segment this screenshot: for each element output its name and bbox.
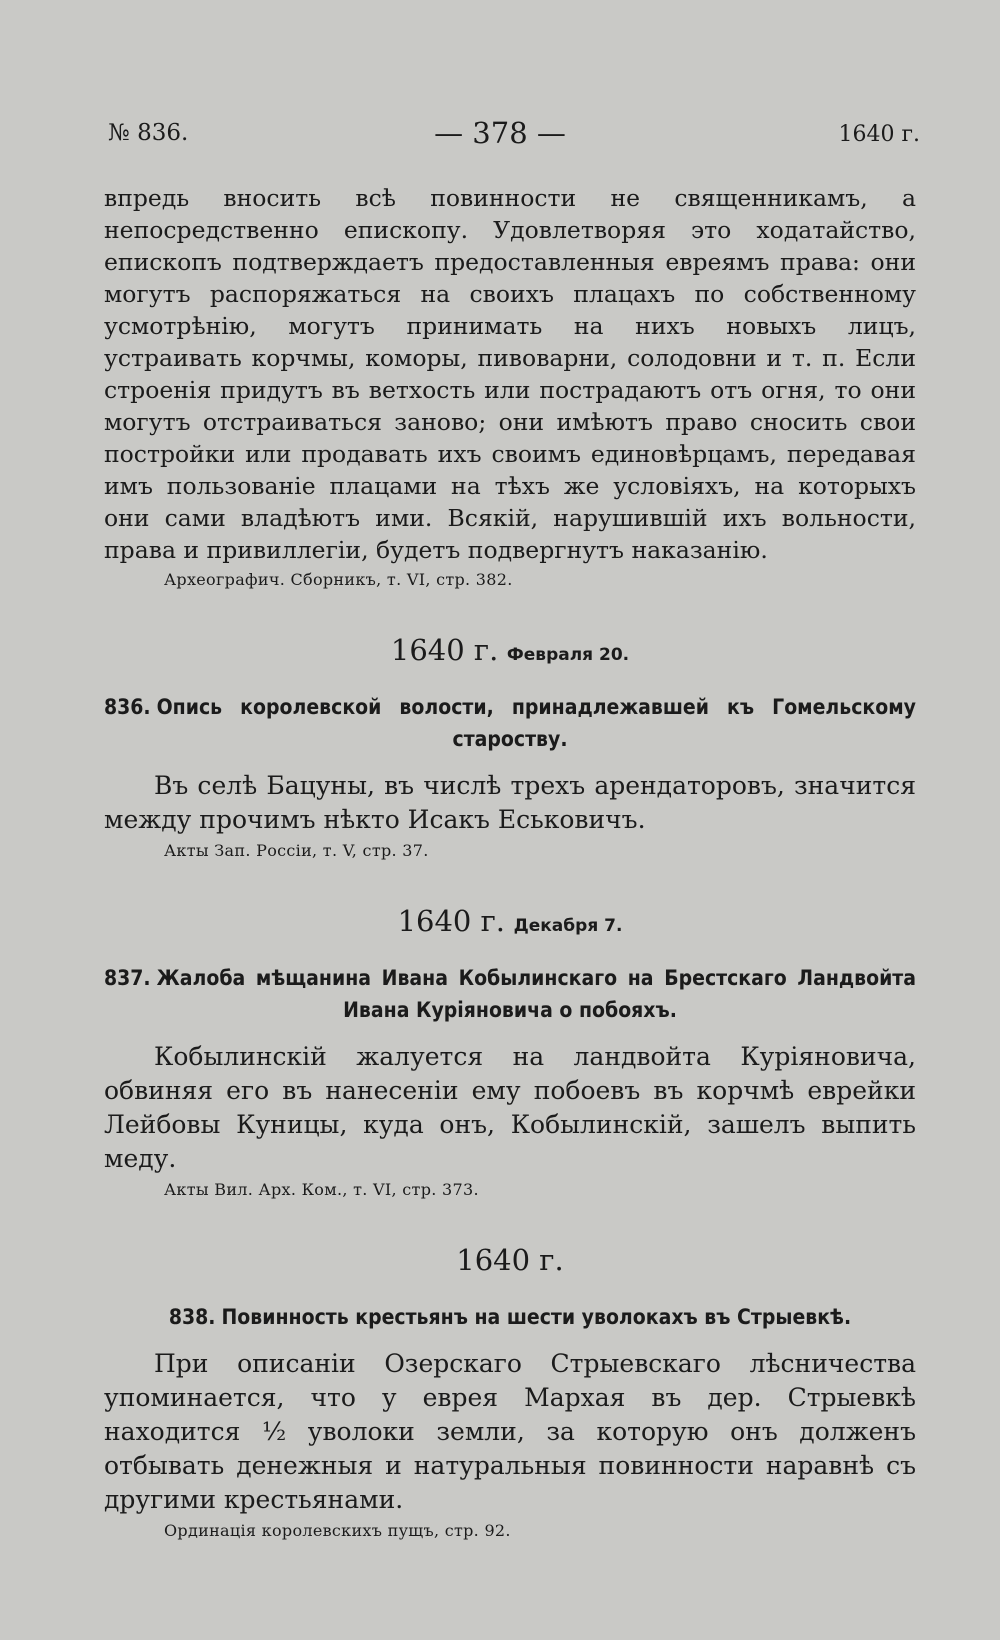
entry-year: 1640 г. [456, 1243, 564, 1277]
entry-837 [104, 904, 916, 1199]
intro-source: Археографич. Сборникъ, т. VI, стр. 382. [164, 570, 513, 589]
page-content [104, 182, 916, 1540]
entry-text: Въ селѣ Бацуны, въ числѣ трехъ арендаторовъ, значится между прочимъ нѣкто Исакъ Еськовичъ. [104, 771, 916, 834]
entry-836 [104, 633, 916, 860]
entry-text: Кобылинскій жалуется на ландвойта Куріяновича, обвиняя его въ нанесеніи ему побоевъ въ корчмѣ еврейки Лейбовы Куницы, куда онъ, Кобылинскій, зашелъ выпить меду. [104, 1042, 916, 1173]
entry-date [104, 904, 916, 938]
entry-year: 1640 г. [390, 633, 499, 667]
entry-source: Акты Зап. Россіи, т. V, стр. 37. [164, 841, 429, 860]
document-number: № 836. [108, 120, 189, 146]
intro-paragraph: впредь вносить всѣ повинности не священникамъ, а непосредственно епископу. Удовлетворяя это ходатайство, епископъ подтверждаетъ предоставленныя евреямъ права: они могутъ распоряжаться на своихъ плацахъ по собственному усмотрѣнію, могутъ принимать на нихъ новыхъ лицъ, устраивать корчмы, коморы, пивоварни, солодовни и т. п. Если строенія придутъ въ ветхость или пострадаютъ отъ огня, то они могутъ отстраиваться заново; они имѣютъ право сносить свои постройки или продавать ихъ своимъ единовѣрцамъ, передавая имъ пользованіе плацами на тѣхъ же условіяхъ, на которыхъ они сами владѣютъ ими. Всякій, нарушившій ихъ вольности, права и привиллегіи, будетъ подвергнутъ наказанію. [104, 184, 916, 564]
entry-title: Повинность крестьянъ на шести уволокахъ въ Стрыевкѣ. [221, 1305, 852, 1329]
entry-day-month: Февраля 20. [506, 645, 630, 665]
entry-heading [104, 1301, 916, 1333]
entry-source: Акты Вил. Арх. Ком., т. VI, стр. 373. [164, 1180, 479, 1199]
entry-number: 837. [104, 966, 151, 990]
entry-year: 1640 г. [397, 904, 505, 938]
entry-heading [104, 962, 916, 1026]
entry-day-month: Декабря 7. [513, 916, 623, 936]
entry-number: 836. [104, 695, 151, 719]
entry-date [104, 1243, 916, 1277]
entry-title: Опись королевской волости, принадлежавшей къ Гомельскому староству. [156, 695, 916, 751]
entry-number: 838. [168, 1305, 216, 1329]
entry-838 [104, 1243, 916, 1540]
entry-text: При описаніи Озерскаго Стрыевскаго лѣсничества упоминается, что у еврея Мархая въ дер. Стрыевкѣ находится ½ уволоки земли, за которую онъ долженъ отбывать денежныя и натуральныя повинности наравнѣ съ другими крестьянами. [104, 1349, 916, 1514]
entry-date [104, 633, 916, 667]
page-header [0, 116, 1000, 156]
entry-source: Ординація королевскихъ пущъ, стр. 92. [164, 1521, 511, 1540]
entry-title: Жалоба мѣщанина Ивана Кобылинскаго на Брестскаго Ландвойта Ивана Куріяновича о побояхъ. [156, 966, 916, 1022]
entry-heading [104, 691, 916, 755]
header-year: 1640 г. [838, 122, 920, 147]
page-number: — 378 — [434, 116, 566, 150]
